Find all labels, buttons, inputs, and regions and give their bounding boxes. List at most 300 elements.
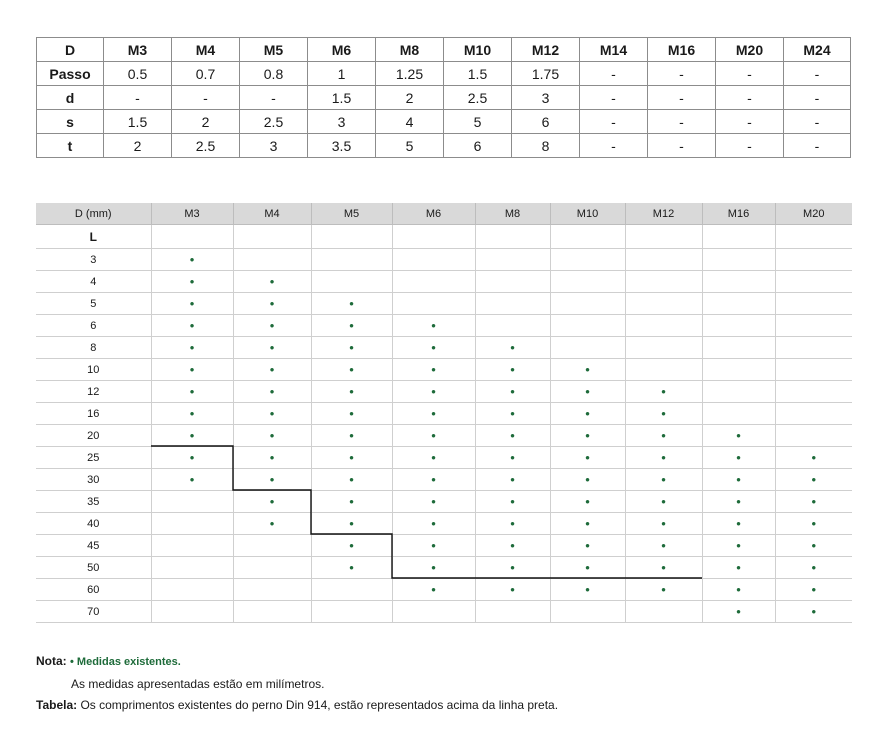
- length-empty-cell: [775, 293, 852, 315]
- length-empty-cell: [392, 293, 475, 315]
- availability-dot: •: [585, 449, 590, 465]
- length-empty-cell: [702, 337, 775, 359]
- availability-dot-cell: [625, 513, 702, 535]
- length-empty-cell: [702, 403, 775, 425]
- length-empty-cell: [151, 513, 233, 535]
- availability-dot-cell: [625, 469, 702, 491]
- length-table: [36, 203, 852, 623]
- availability-dot: •: [736, 581, 741, 597]
- length-empty-cell: [625, 271, 702, 293]
- availability-dot-cell: [475, 469, 550, 491]
- availability-dot: •: [736, 449, 741, 465]
- availability-dot: •: [431, 471, 436, 487]
- availability-dot-cell: [233, 513, 311, 535]
- nota-text: • Medidas existentes.: [70, 656, 181, 668]
- dimensions-cell: 2.5: [444, 86, 512, 110]
- availability-dot-cell: [151, 293, 233, 315]
- length-header-cell: M16: [702, 203, 775, 225]
- dimensions-header-cell: M16: [648, 38, 716, 62]
- length-header-cell: M12: [625, 203, 702, 225]
- availability-dot: •: [661, 471, 666, 487]
- dimensions-cell: -: [784, 110, 851, 134]
- availability-dot: •: [661, 537, 666, 553]
- length-value: 45: [36, 535, 151, 557]
- length-value: 16: [36, 403, 151, 425]
- dimensions-cell: 8: [512, 134, 580, 158]
- length-empty-cell: [702, 293, 775, 315]
- availability-dot: •: [510, 339, 515, 355]
- availability-dot-cell: [475, 447, 550, 469]
- length-empty-cell: [311, 271, 392, 293]
- availability-dot-cell: [151, 403, 233, 425]
- availability-dot-cell: [550, 469, 625, 491]
- availability-dot: •: [189, 251, 195, 267]
- availability-dot: •: [189, 449, 195, 465]
- availability-dot: •: [661, 581, 666, 597]
- availability-dot: •: [189, 361, 195, 377]
- length-header-cell: M10: [550, 203, 625, 225]
- length-empty-cell: [550, 315, 625, 337]
- length-empty-cell: [550, 271, 625, 293]
- availability-dot: •: [431, 405, 436, 421]
- availability-dot: •: [811, 559, 817, 575]
- availability-dot-cell: [311, 535, 392, 557]
- dimensions-cell: 1.75: [512, 62, 580, 86]
- length-empty-cell: [702, 249, 775, 271]
- dimensions-cell: -: [240, 86, 308, 110]
- availability-dot-cell: [392, 469, 475, 491]
- length-empty-cell: [151, 579, 233, 601]
- dimensions-cell: -: [648, 110, 716, 134]
- dimensions-cell: 1.5: [104, 110, 172, 134]
- dimensions-cell: -: [784, 134, 851, 158]
- length-empty-cell: [775, 381, 852, 403]
- availability-dot: •: [349, 559, 354, 575]
- availability-dot-cell: [625, 579, 702, 601]
- availability-dot: •: [269, 383, 275, 399]
- length-value: 20: [36, 425, 151, 447]
- dimensions-cell: 5: [444, 110, 512, 134]
- length-empty-cell: [151, 535, 233, 557]
- availability-dot: •: [349, 493, 354, 509]
- length-empty-cell: [475, 315, 550, 337]
- availability-dot-cell: [550, 447, 625, 469]
- availability-dot: •: [736, 603, 741, 619]
- availability-dot-cell: [625, 381, 702, 403]
- dimensions-cell: 0.7: [172, 62, 240, 86]
- availability-dot: •: [510, 515, 515, 531]
- length-empty-cell: [392, 601, 475, 623]
- length-empty-cell: [702, 315, 775, 337]
- availability-dot: •: [510, 559, 515, 575]
- dimensions-row-label: s: [37, 110, 104, 134]
- availability-dot: •: [269, 295, 275, 311]
- availability-dot: •: [431, 493, 436, 509]
- availability-dot: •: [431, 339, 436, 355]
- length-value: 4: [36, 271, 151, 293]
- availability-dot: •: [431, 537, 436, 553]
- length-empty-cell: [311, 601, 392, 623]
- tabela-text: Os comprimentos existentes do perno Din 914, estão representados acima da linha preta.: [80, 698, 559, 712]
- availability-dot-cell: [550, 359, 625, 381]
- availability-dot: •: [585, 471, 590, 487]
- availability-dot-cell: [392, 337, 475, 359]
- availability-dot: •: [510, 449, 515, 465]
- availability-dot-cell: [151, 469, 233, 491]
- availability-dot-cell: [311, 337, 392, 359]
- availability-dot: •: [736, 537, 741, 553]
- length-empty-cell: [475, 225, 550, 249]
- availability-dot: •: [510, 383, 515, 399]
- availability-dot: •: [510, 493, 515, 509]
- length-value: 70: [36, 601, 151, 623]
- availability-dot: •: [585, 383, 590, 399]
- availability-dot-cell: [151, 425, 233, 447]
- length-header-cell: M5: [311, 203, 392, 225]
- dimensions-cell: 4: [376, 110, 444, 134]
- availability-dot-cell: [550, 403, 625, 425]
- length-row: [36, 403, 852, 425]
- availability-dot: •: [585, 537, 590, 553]
- availability-dot-cell: [775, 601, 852, 623]
- availability-dot: •: [431, 449, 436, 465]
- length-row: [36, 337, 852, 359]
- length-empty-cell: [550, 601, 625, 623]
- availability-dot-cell: [475, 491, 550, 513]
- length-value: 30: [36, 469, 151, 491]
- length-row: [36, 425, 852, 447]
- dimensions-header-cell: M6: [308, 38, 376, 62]
- availability-dot: •: [661, 427, 666, 443]
- length-empty-cell: [392, 249, 475, 271]
- availability-dot: •: [811, 537, 817, 553]
- length-empty-cell: [475, 249, 550, 271]
- length-row: [36, 469, 852, 491]
- length-empty-cell: [702, 271, 775, 293]
- dimensions-cell: 2: [104, 134, 172, 158]
- availability-dot: •: [431, 581, 436, 597]
- length-value: 50: [36, 557, 151, 579]
- length-empty-cell: [233, 557, 311, 579]
- availability-dot: •: [269, 427, 275, 443]
- availability-dot: •: [349, 295, 354, 311]
- availability-dot: •: [431, 317, 436, 333]
- length-header-cell: M20: [775, 203, 852, 225]
- dimensions-cell: 2: [376, 86, 444, 110]
- availability-dot-cell: [151, 337, 233, 359]
- availability-dot-cell: [550, 579, 625, 601]
- availability-dot-cell: [233, 293, 311, 315]
- availability-dot-cell: [702, 425, 775, 447]
- dimensions-cell: -: [648, 62, 716, 86]
- availability-dot-cell: [151, 271, 233, 293]
- availability-dot: •: [811, 581, 817, 597]
- dimensions-cell: 5: [376, 134, 444, 158]
- dimensions-cell: 2.5: [172, 134, 240, 158]
- availability-dot-cell: [625, 425, 702, 447]
- availability-dot: •: [189, 471, 195, 487]
- length-empty-cell: [550, 249, 625, 271]
- availability-dot-cell: [392, 403, 475, 425]
- availability-dot: •: [661, 515, 666, 531]
- availability-dot-cell: [233, 315, 311, 337]
- length-value: 12: [36, 381, 151, 403]
- availability-dot-cell: [311, 425, 392, 447]
- dimensions-cell: -: [716, 86, 784, 110]
- availability-dot-cell: [392, 535, 475, 557]
- length-value: 8: [36, 337, 151, 359]
- availability-dot-cell: [702, 557, 775, 579]
- length-row: [36, 381, 852, 403]
- dimensions-cell: -: [648, 134, 716, 158]
- availability-dot-cell: [775, 579, 852, 601]
- availability-dot: •: [269, 449, 275, 465]
- availability-dot-cell: [702, 447, 775, 469]
- availability-dot-cell: [392, 425, 475, 447]
- availability-dot-cell: [475, 359, 550, 381]
- dimensions-row: [37, 62, 851, 86]
- length-empty-cell: [233, 579, 311, 601]
- length-empty-cell: [233, 249, 311, 271]
- availability-dot: •: [510, 537, 515, 553]
- length-header-cell: M8: [475, 203, 550, 225]
- availability-dot-cell: [311, 469, 392, 491]
- dimensions-header-cell: M3: [104, 38, 172, 62]
- availability-dot-cell: [625, 447, 702, 469]
- dimensions-cell: 1: [308, 62, 376, 86]
- length-empty-cell: [311, 579, 392, 601]
- availability-dot: •: [510, 361, 515, 377]
- availability-dot: •: [269, 339, 275, 355]
- availability-dot-cell: [475, 381, 550, 403]
- length-value: 60: [36, 579, 151, 601]
- availability-dot: •: [349, 361, 354, 377]
- length-empty-cell: [775, 403, 852, 425]
- availability-dot: •: [661, 405, 666, 421]
- dimensions-cell: 3: [240, 134, 308, 158]
- availability-dot-cell: [151, 249, 233, 271]
- length-value: 10: [36, 359, 151, 381]
- availability-dot-cell: [775, 557, 852, 579]
- length-value: 6: [36, 315, 151, 337]
- availability-dot: •: [510, 471, 515, 487]
- dimensions-header-cell: M10: [444, 38, 512, 62]
- availability-dot-cell: [702, 491, 775, 513]
- availability-dot: •: [510, 581, 515, 597]
- length-empty-cell: [702, 225, 775, 249]
- availability-dot-cell: [233, 359, 311, 381]
- length-empty-cell: [151, 225, 233, 249]
- dimensions-row-label: d: [37, 86, 104, 110]
- nota-line: [36, 654, 181, 668]
- availability-dot: •: [349, 471, 354, 487]
- availability-dot: •: [349, 383, 354, 399]
- availability-dot: •: [585, 581, 590, 597]
- availability-dot: •: [189, 339, 195, 355]
- availability-dot-cell: [702, 535, 775, 557]
- dimensions-cell: 3.5: [308, 134, 376, 158]
- dimensions-cell: -: [784, 86, 851, 110]
- availability-dot: •: [349, 515, 354, 531]
- availability-dot: •: [189, 295, 195, 311]
- dimensions-cell: -: [104, 86, 172, 110]
- availability-dot: •: [661, 493, 666, 509]
- length-row: [36, 557, 852, 579]
- availability-dot-cell: [475, 403, 550, 425]
- length-l-row: [36, 225, 852, 249]
- length-empty-cell: [625, 249, 702, 271]
- availability-dot: •: [431, 559, 436, 575]
- availability-dot-cell: [392, 315, 475, 337]
- availability-dot-cell: [475, 535, 550, 557]
- availability-dot-cell: [233, 491, 311, 513]
- length-row: [36, 249, 852, 271]
- availability-dot: •: [661, 383, 666, 399]
- dimensions-row: [37, 134, 851, 158]
- availability-dot-cell: [311, 315, 392, 337]
- availability-dot: •: [811, 493, 817, 509]
- availability-dot-cell: [475, 513, 550, 535]
- length-row: [36, 315, 852, 337]
- availability-dot: •: [269, 493, 275, 509]
- dimensions-header-cell: M20: [716, 38, 784, 62]
- length-row: [36, 601, 852, 623]
- availability-dot: •: [269, 317, 275, 333]
- length-row: [36, 293, 852, 315]
- dimensions-cell: -: [784, 62, 851, 86]
- availability-dot-cell: [775, 513, 852, 535]
- availability-dot-cell: [550, 513, 625, 535]
- availability-dot: •: [431, 515, 436, 531]
- dimensions-header-cell: M14: [580, 38, 648, 62]
- availability-dot-cell: [311, 403, 392, 425]
- length-header-cell: M6: [392, 203, 475, 225]
- availability-dot: •: [736, 471, 741, 487]
- length-empty-cell: [625, 315, 702, 337]
- availability-dot: •: [585, 405, 590, 421]
- availability-dot-cell: [550, 425, 625, 447]
- availability-dot-cell: [311, 381, 392, 403]
- availability-dot-cell: [392, 491, 475, 513]
- availability-dot-cell: [151, 359, 233, 381]
- length-empty-cell: [625, 601, 702, 623]
- availability-dot-cell: [625, 403, 702, 425]
- availability-dot-cell: [311, 293, 392, 315]
- dimensions-cell: 2.5: [240, 110, 308, 134]
- length-empty-cell: [625, 293, 702, 315]
- dimensions-header-cell: M24: [784, 38, 851, 62]
- availability-dot-cell: [392, 447, 475, 469]
- tabela-line: [36, 698, 558, 712]
- availability-dot-cell: [475, 425, 550, 447]
- availability-dot-cell: [702, 469, 775, 491]
- availability-dot: •: [811, 603, 817, 619]
- length-row: [36, 579, 852, 601]
- length-row: [36, 271, 852, 293]
- length-empty-cell: [775, 225, 852, 249]
- availability-dot: •: [585, 493, 590, 509]
- dimensions-cell: 2: [172, 110, 240, 134]
- length-row: [36, 535, 852, 557]
- length-empty-cell: [392, 225, 475, 249]
- availability-dot: •: [189, 273, 195, 289]
- availability-dot-cell: [233, 425, 311, 447]
- length-empty-cell: [550, 293, 625, 315]
- length-empty-cell: [625, 359, 702, 381]
- availability-dot-cell: [702, 513, 775, 535]
- availability-dot-cell: [392, 381, 475, 403]
- availability-dot: •: [189, 427, 195, 443]
- availability-dot-cell: [233, 381, 311, 403]
- length-empty-cell: [151, 601, 233, 623]
- dimensions-cell: -: [716, 62, 784, 86]
- availability-dot-cell: [151, 381, 233, 403]
- dimensions-cell: -: [172, 86, 240, 110]
- availability-dot-cell: [311, 557, 392, 579]
- availability-dot: •: [349, 405, 354, 421]
- availability-dot: •: [189, 317, 195, 333]
- availability-dot-cell: [550, 557, 625, 579]
- dimensions-row: [37, 110, 851, 134]
- availability-dot: •: [585, 427, 590, 443]
- availability-dot: •: [269, 273, 275, 289]
- availability-dot-cell: [625, 535, 702, 557]
- dimensions-cell: -: [648, 86, 716, 110]
- availability-dot-cell: [775, 491, 852, 513]
- availability-dot-cell: [311, 491, 392, 513]
- length-empty-cell: [311, 225, 392, 249]
- length-value: 35: [36, 491, 151, 513]
- dimensions-cell: 1.25: [376, 62, 444, 86]
- length-empty-cell: [233, 601, 311, 623]
- units-note: As medidas apresentadas estão em milímetros.: [71, 677, 325, 691]
- availability-dot: •: [349, 537, 354, 553]
- length-row: [36, 491, 852, 513]
- tabela-label: Tabela:: [36, 698, 78, 712]
- availability-dot-cell: [392, 579, 475, 601]
- availability-dot-cell: [702, 579, 775, 601]
- dimensions-cell: -: [716, 134, 784, 158]
- availability-dot-cell: [392, 557, 475, 579]
- length-header-corner: D (mm): [36, 203, 151, 225]
- availability-dot: •: [510, 405, 515, 421]
- availability-dot-cell: [392, 513, 475, 535]
- length-empty-cell: [311, 249, 392, 271]
- length-header-row: [36, 203, 852, 225]
- availability-dot-cell: [550, 381, 625, 403]
- availability-dot-cell: [311, 359, 392, 381]
- availability-dot-cell: [775, 469, 852, 491]
- availability-dot: •: [189, 405, 195, 421]
- dimensions-cell: 6: [444, 134, 512, 158]
- dimensions-cell: 1.5: [444, 62, 512, 86]
- dimensions-cell: 3: [308, 110, 376, 134]
- availability-dot-cell: [151, 315, 233, 337]
- length-empty-cell: [702, 359, 775, 381]
- length-value: 5: [36, 293, 151, 315]
- length-row: [36, 359, 852, 381]
- length-value: 3: [36, 249, 151, 271]
- availability-dot: •: [585, 515, 590, 531]
- length-empty-cell: [702, 381, 775, 403]
- dimensions-cell: 0.8: [240, 62, 308, 86]
- availability-dot: •: [661, 559, 666, 575]
- availability-dot-cell: [233, 403, 311, 425]
- dimensions-row-label: Passo: [37, 62, 104, 86]
- availability-dot: •: [431, 383, 436, 399]
- length-empty-cell: [775, 337, 852, 359]
- length-empty-cell: [775, 271, 852, 293]
